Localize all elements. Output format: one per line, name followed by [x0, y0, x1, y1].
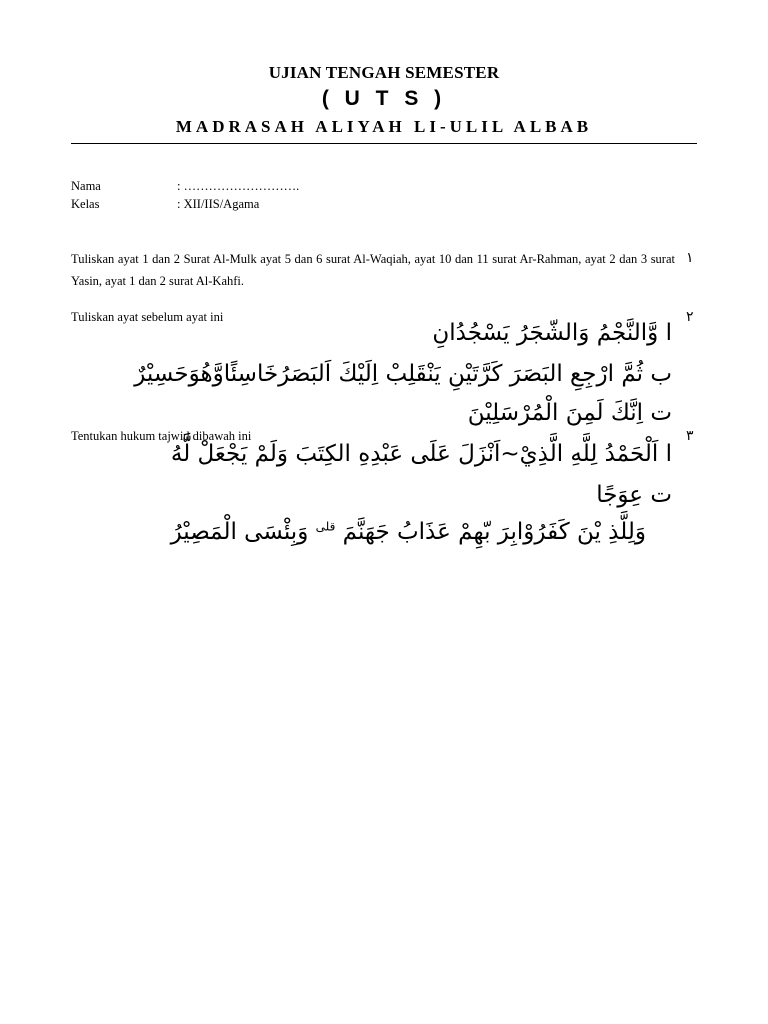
nama-value: : ………………………. [177, 179, 300, 193]
question-3-item-c-part2: وَبِئْسَى الْمَصِيْرُ [170, 519, 316, 545]
question-3-item-b: ت عِوَجًا [596, 482, 672, 508]
question-2-item-b: ب ثُمَّ ارْجِعِ البَصَرَ كَرَّتَيْنِ يَنْقَلِبْ اِلَيْكَ اَلبَصَرُخَاسِئًاوَّهُوَحَسِيْرٌ [134, 361, 672, 387]
question-3-text: Tentukan hukum tajwid dibawah ini [71, 429, 252, 443]
question-3-number: ٣ [686, 429, 694, 444]
question-3-item-a: ا اَلْحَمْدُ لِلَّهِ الَّذِيْ~اَنْزَلَ عَلَى عَبْدِهِ الكِتَبَ وَلَمْ يَجْعَلْ لَّهُ [170, 441, 672, 467]
kelas-label: Kelas [71, 197, 100, 211]
question-2-item-a: ا وَّالنَّجْمُ وَالشّجَرُ يَسْجُدُانِ [432, 320, 672, 346]
question-1-text: Tuliskan ayat 1 dan 2 Surat Al-Mulk ayat 5 dan 6 surat Al-Waqiah, ayat 10 dan 11 surat Ar-Rahman, ayat 2 dan 3 surat Yasin, ayat 1 dan 2 surat Al-Kahfi. [71, 252, 675, 288]
question-3-item-c-part1: وَلِلَّذِ يْنَ كَفَرُوْابِرَ بّهِمْ عَذَابُ جَهَنَّمَ [335, 519, 646, 545]
question-2-number: ٢ [686, 310, 694, 325]
exam-subtitle: ( U T S ) [321, 87, 447, 110]
school-name: MADRASAH ALIYAH LI-ULIL ALBAB [175, 117, 593, 136]
waqf-mark: قلى [315, 519, 336, 534]
question-1-number: ١ [686, 251, 694, 266]
question-3-item-c [171, 519, 646, 545]
nama-label: Nama [71, 179, 101, 193]
kelas-value: : XII/IIS/Agama [177, 197, 260, 211]
question-2-item-c: ت اِنَّكَ لَمِنَ الْمُرْسَلِيْنَ [467, 400, 672, 426]
exam-title: UJIAN TENGAH SEMESTER [268, 63, 500, 82]
header-divider [71, 143, 697, 144]
question-2-text: Tuliskan ayat sebelum ayat ini [71, 310, 224, 324]
